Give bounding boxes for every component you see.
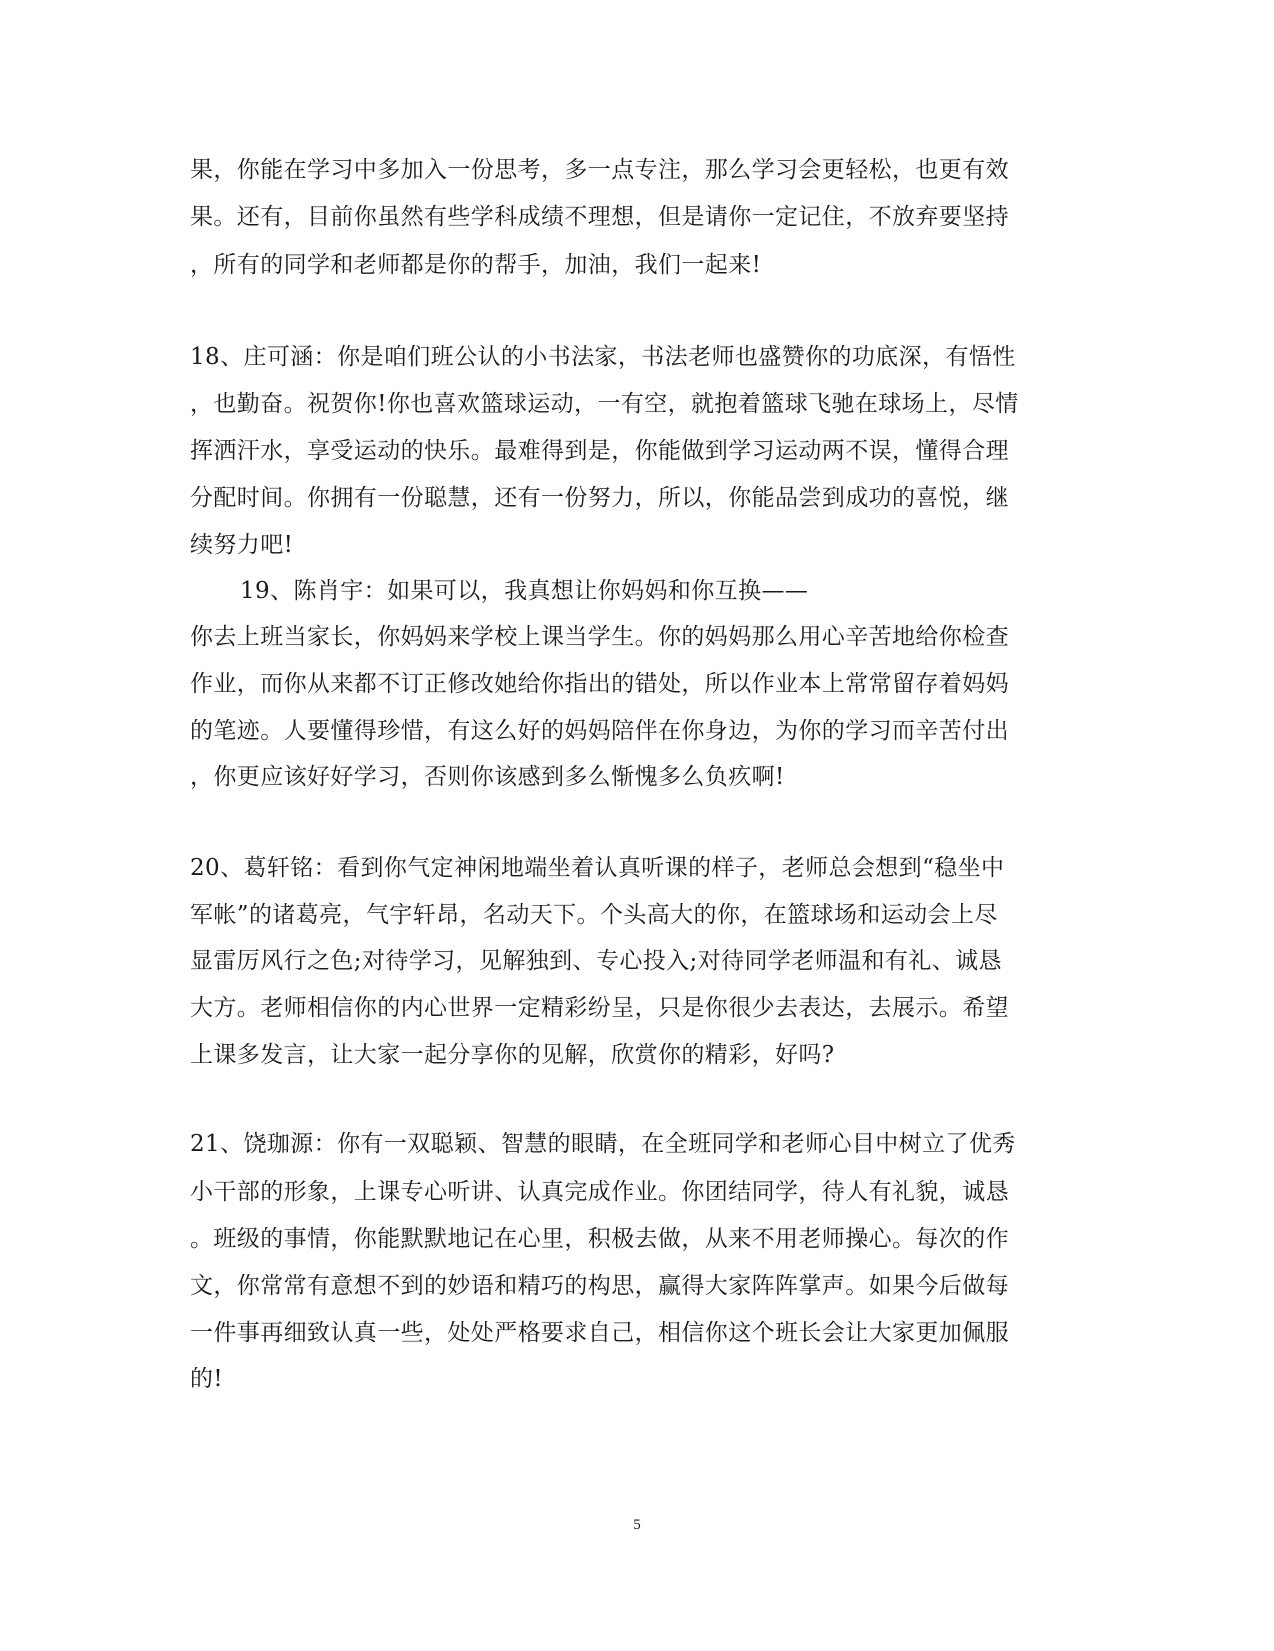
- text-line: 小干部的形象，上课专心听讲、认真完成作业。你团结同学，待人有礼貌，诚恳: [190, 1179, 1009, 1205]
- text-line: 的笔迹。人要懂得珍惜，有这么好的妈妈陪伴在你身边，为你的学习而辛苦付出: [190, 718, 1009, 744]
- text-line: ，也勤奋。祝贺你!你也喜欢篮球运动，一有空，就抱着篮球飞驰在球场上，尽情: [190, 391, 1019, 417]
- page-number: 5: [633, 1517, 641, 1533]
- text-line: 作业，而你从来都不订正修改她给你指出的错处，所以作业本上常常留存着妈妈: [190, 671, 1009, 697]
- text-line: 果，你能在学习中多加入一份思考，多一点专注，那么学习会更轻松，也更有效: [190, 157, 1009, 183]
- text-line: 分配时间。你拥有一份聪慧，还有一份努力，所以，你能品尝到成功的喜悦，继: [190, 485, 1009, 511]
- text-line: 挥洒汗水，享受运动的快乐。最难得到是，你能做到学习运动两不误，懂得合理: [190, 438, 1009, 464]
- text-line: 的!: [190, 1366, 224, 1392]
- text-line: 显雷厉风行之色;对待学习，见解独到、专心投入;对待同学老师温和有礼、诚恳: [190, 948, 1002, 974]
- text-line: 军帐”的诸葛亮，气宇轩昂，名动天下。个头高大的你，在篮球场和运动会上尽: [190, 902, 998, 928]
- text-line: 21、饶珈源：你有一双聪颖、智慧的眼睛，在全班同学和老师心目中树立了优秀: [190, 1131, 1016, 1157]
- text-line: 大方。老师相信你的内心世界一定精彩纷呈，只是你很少去表达，去展示。希望: [190, 995, 1009, 1021]
- text-line: 你去上班当家长，你妈妈来学校上课当学生。你的妈妈那么用心辛苦地给你检查: [190, 624, 1009, 650]
- text-line: 一件事再细致认真一些，处处严格要求自己，相信你这个班长会让大家更加佩服: [190, 1320, 1009, 1346]
- text-line: 果。还有，目前你虽然有些学科成绩不理想，但是请你一定记住，不放弃要坚持: [190, 204, 1009, 230]
- text-line: ，所有的同学和老师都是你的帮手，加油，我们一起来!: [190, 252, 762, 278]
- text-line: ，你更应该好好学习，否则你该感到多么惭愧多么负疚啊!: [190, 764, 785, 790]
- text-line: 20、葛轩铭：看到你气定神闲地端坐着认真听课的样子，老师总会想到“稳坐中: [190, 855, 1005, 881]
- text-line: 续努力吧!: [190, 532, 294, 558]
- text-line: 。班级的事情，你能默默地记在心里，积极去做，从来不用老师操心。每次的作: [190, 1226, 1009, 1252]
- text-line: 上课多发言，让大家一起分享你的见解，欣赏你的精彩，好吗?: [190, 1042, 835, 1068]
- text-line: 18、庄可涵：你是咱们班公认的小书法家，书法老师也盛赞你的功底深，有悟性: [190, 344, 1016, 370]
- text-line: 19、陈肖宇：如果可以，我真想让你妈妈和你互换——: [240, 578, 809, 604]
- text-line: 文，你常常有意想不到的妙语和精巧的构思，赢得大家阵阵掌声。如果今后做每: [190, 1273, 1009, 1299]
